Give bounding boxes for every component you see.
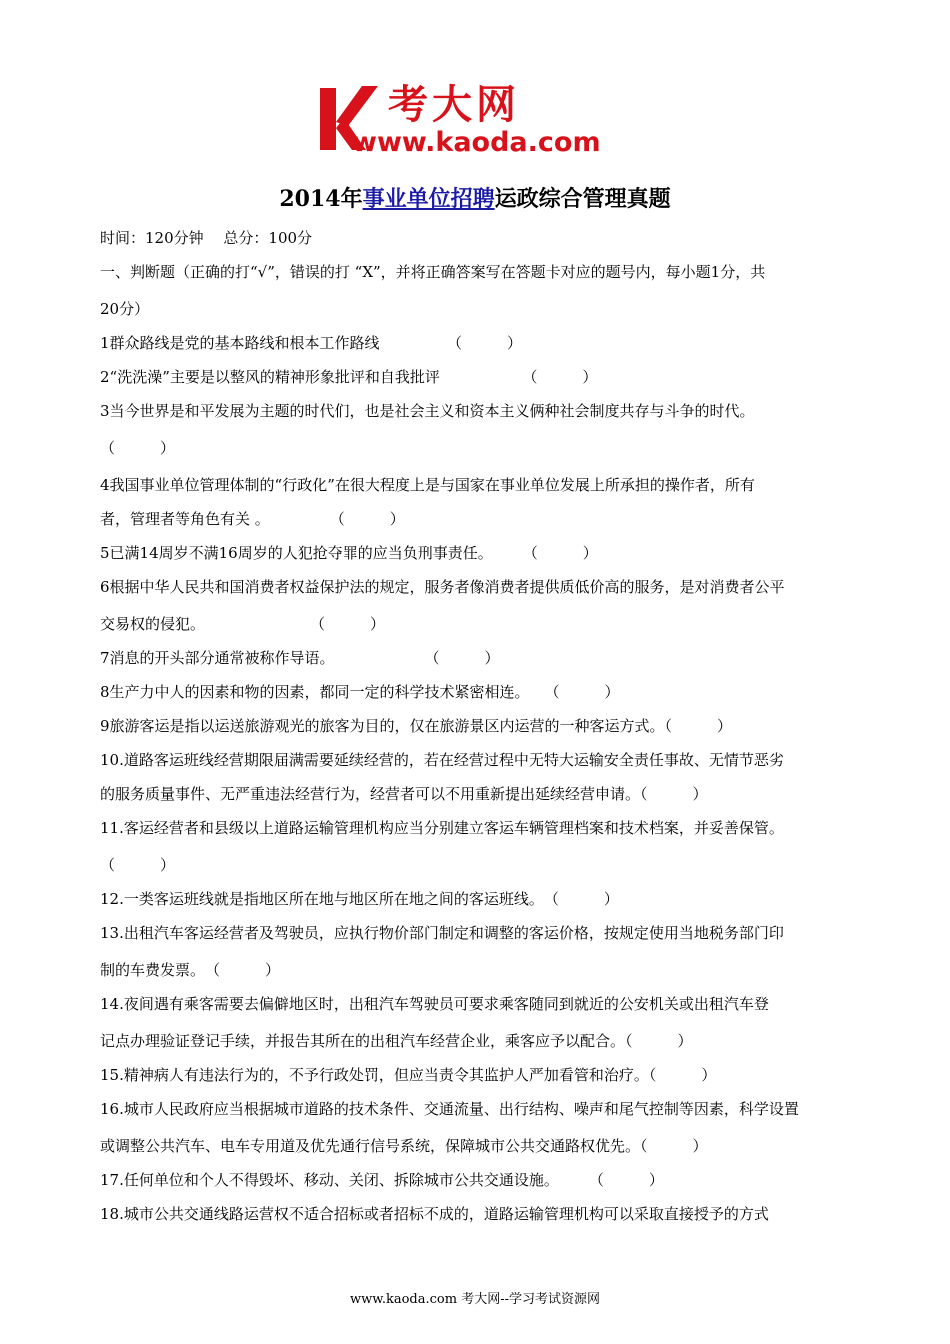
question-line: 2“洗洗澡”主要是以整风的精神形象批评和自我批评 （ ） (100, 368, 598, 386)
question-line: 1群众路线是党的基本路线和根本工作路线 （ ） (100, 334, 523, 352)
title-suffix: 运政综合管理真题 (494, 186, 671, 212)
question-line: 8生产力中人的因素和物的因素，都同一定的科学技术紧密相连。 （ ） (100, 683, 620, 701)
question-line: 4我国事业单位管理体制的“行政化”在很大程度上是与国家在事业单位发展上所承担的操作者，所有 (100, 476, 755, 494)
title-link[interactable]: 事业单位招聘 (362, 186, 495, 212)
question-line: 18.城市公共交通线路运营权不适合招标或者招标不成的，道路运输管理机构可以采取直接授予的方式 (100, 1205, 769, 1223)
page-footer: www.kaoda.com 考大网--学习考试资源网 (350, 1292, 600, 1307)
question-line: 者，管理者等角色有关 。 （ ） (100, 510, 405, 528)
question-line: 11.客运经营者和县级以上道路运输管理机构应当分别建立客运车辆管理档案和技术档案，并妥善保管。 (100, 819, 784, 837)
logo-brand-text: 考大网 (388, 82, 520, 128)
question-line: 10.道路客运班线经营期限届满需要延续经营的，若在经营过程中无特大运输安全责任事故、无情节恶劣 (100, 751, 784, 769)
section-heading: 一、判断题（正确的打“√”，错误的打 “X”，并将正确答案写在答题卡对应的题号内，每小题1分，共 (100, 263, 766, 281)
question-line: 16.城市人民政府应当根据城市道路的技术条件、交通流量、出行结构、噪声和尾气控制等因素，科学设置 (100, 1100, 799, 1118)
question-line: 15.精神病人有违法行为的，不予行政处罚，但应当责令其监护人严加看管和治疗。（ ） (100, 1066, 717, 1084)
question-line: 14.夜间遇有乘客需要去偏僻地区时，出租汽车驾驶员可要求乘客随同到就近的公安机关或出租汽车登 (100, 995, 769, 1013)
question-line: 6根据中华人民共和国消费者权益保护法的规定，服务者像消费者提供质低价高的服务，是对消费者公平 (100, 578, 785, 596)
section-heading-cont: 20分） (100, 300, 150, 318)
title-prefix: 2014年 (279, 186, 363, 212)
question-line: 17.任何单位和个人不得毁坏、移动、关闭、拆除城市公共交通设施。 （ ） (100, 1171, 664, 1189)
question-line: 12.一类客运班线就是指地区所在地与地区所在地之间的客运班线。 （ ） (100, 890, 619, 908)
question-line: 制的车费发票。 （ ） (100, 961, 281, 979)
question-line: 13.出租汽车客运经营者及驾驶员，应执行物价部门制定和调整的客运价格，按规定使用当地税务部门印 (100, 924, 784, 942)
page-title (0, 184, 950, 214)
kaoda-logo (318, 82, 640, 162)
question-line: 7消息的开头部分通常被称作导语。 （ ） (100, 649, 500, 667)
question-line: 5已满14周岁不满16周岁的人犯抢夺罪的应当负刑事责任。 （ ） (100, 544, 598, 562)
logo-url-text: www.kaoda.com (352, 127, 601, 158)
question-line: 记点办理验证登记手续，并报告其所在的出租汽车经营企业，乘客应予以配合。（ ） (100, 1032, 693, 1050)
question-line: 交易权的侵犯。 （ ） (100, 615, 386, 633)
question-line: 9旅游客运是指以运送旅游观光的旅客为目的，仅在旅游景区内运营的一种客运方式。（ ） (100, 717, 733, 735)
exam-info: 时间：120分钟 总分：100分 (100, 229, 313, 247)
question-line: 的服务质量事件、无严重违法经营行为，经营者可以不用重新提出延续经营申请。（ ） (100, 785, 708, 803)
question-line: 3当今世界是和平发展为主题的时代们，也是社会主义和资本主义俩种社会制度共存与斗争的时代。 (100, 402, 755, 420)
question-line: （ ） (100, 439, 176, 457)
question-list (100, 228, 852, 1238)
question-line: 或调整公共汽车、电车专用道及优先通行信号系统，保障城市公共交通路权优先。（ ） (100, 1137, 708, 1155)
question-line: （ ） (100, 856, 176, 874)
